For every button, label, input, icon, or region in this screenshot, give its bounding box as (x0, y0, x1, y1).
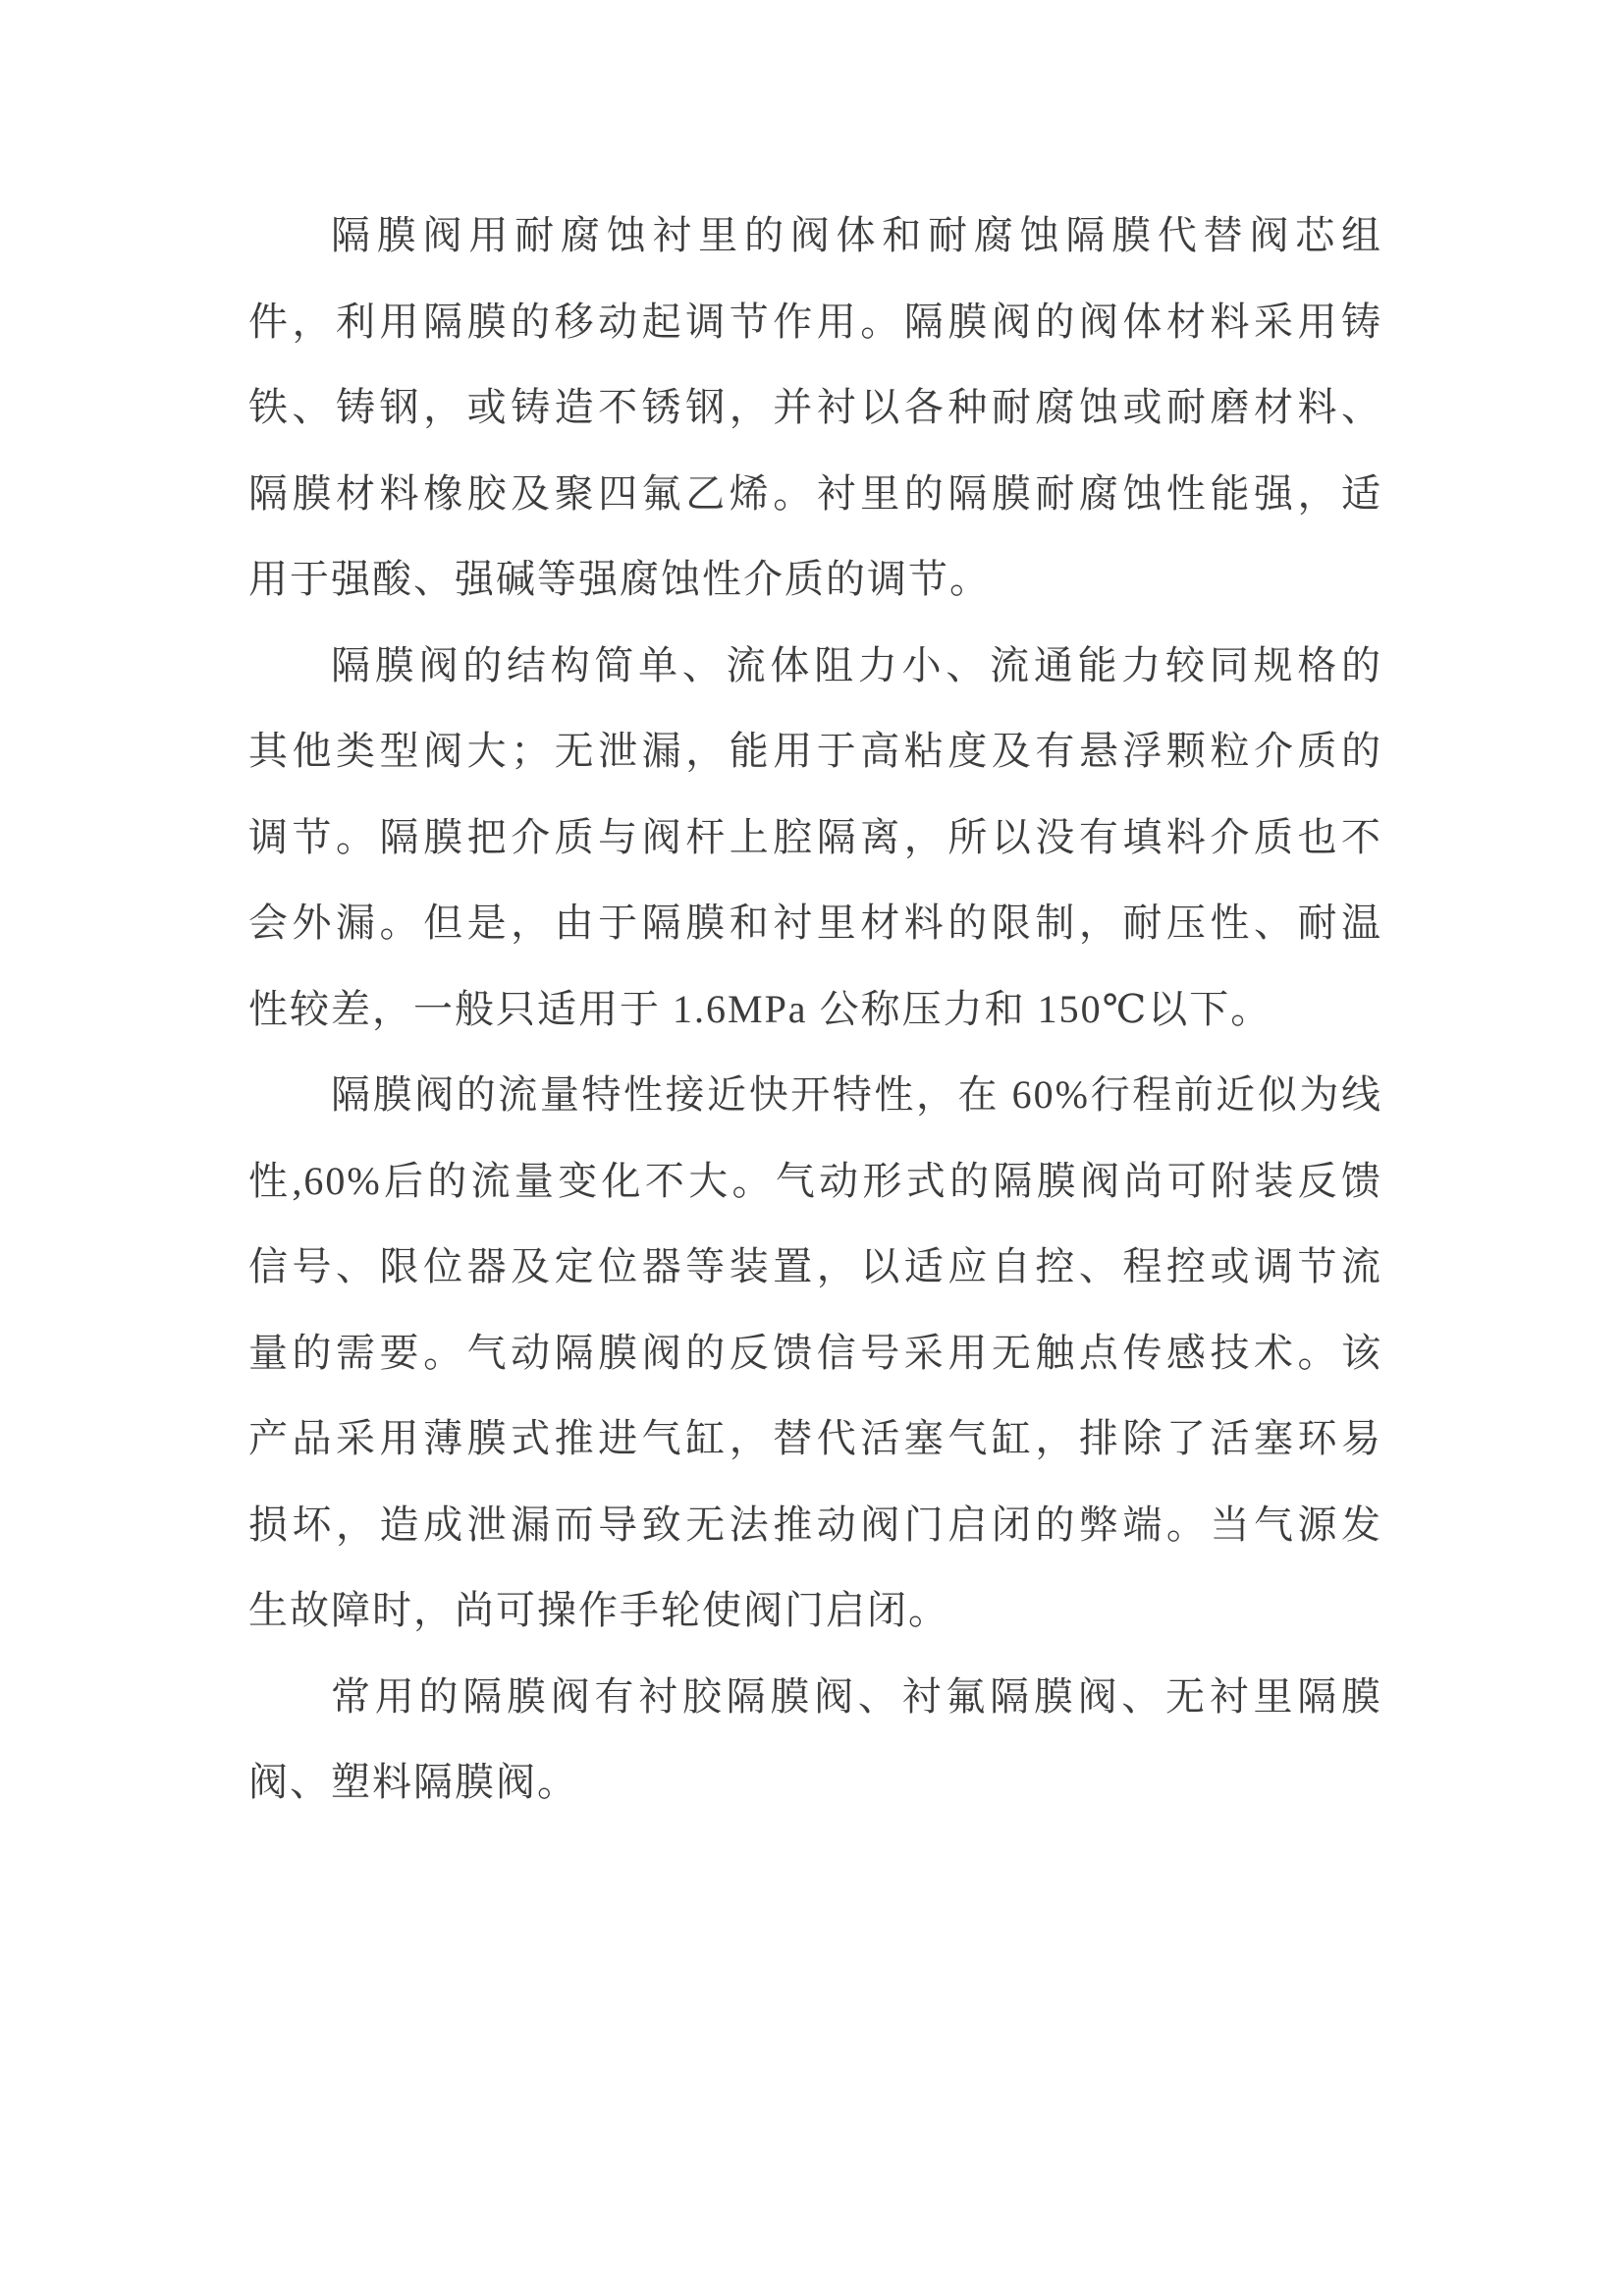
document-body (248, 192, 1382, 1826)
text-line: 损坏，造成泄漏而导致无法推动阀门启闭的弊端。当气源发 (248, 1502, 1382, 1547)
text-line: 信号、限位器及定位器等装置，以适应自控、程控或调节流 (248, 1244, 1382, 1288)
text-line: 隔膜阀的结构简单、流体阻力小、流通能力较同规格的 (331, 642, 1382, 687)
paragraph-2 (248, 623, 1382, 1053)
text-line: 隔膜阀的流量特性接近快开特性，在 60%行程前近似为线 (331, 1072, 1382, 1117)
text-line: 产品采用薄膜式推进气缸，替代活塞气缸，排除了活塞环易 (248, 1416, 1382, 1460)
text-line: 性,60%后的流量变化不大。气动形式的隔膜阀尚可附装反馈 (248, 1158, 1382, 1203)
paragraph-4 (248, 1654, 1382, 1826)
text-line: 常用的隔膜阀有衬胶隔膜阀、衬氟隔膜阀、无衬里隔膜 (331, 1673, 1382, 1719)
text-line: 会外漏。但是，由于隔膜和衬里材料的限制，耐压性、耐温 (248, 901, 1382, 945)
paragraph-1 (248, 192, 1382, 623)
text-line: 生故障时，尚可操作手轮使阀门启闭。 (248, 1588, 949, 1632)
text-line: 用于强酸、强碱等强腐蚀性介质的调节。 (248, 557, 991, 601)
text-line: 调节。隔膜把介质与阀杆上腔隔离，所以没有填料介质也不 (248, 814, 1382, 859)
text-line: 量的需要。气动隔膜阀的反馈信号采用无触点传感技术。该 (248, 1330, 1382, 1375)
paragraph-3 (248, 1052, 1382, 1654)
text-line: 件，利用隔膜的移动起调节作用。隔膜阀的阀体材料采用铸 (248, 299, 1382, 344)
text-line: 隔膜阀用耐腐蚀衬里的阀体和耐腐蚀隔膜代替阀芯组 (331, 213, 1382, 257)
text-line: 性较差，一般只适用于 1.6MPa 公称压力和 150℃以下。 (248, 986, 1272, 1031)
text-line: 其他类型阀大；无泄漏，能用于高粘度及有悬浮颗粒介质的 (248, 729, 1382, 773)
text-line: 铁、铸钢，或铸造不锈钢，并衬以各种耐腐蚀或耐磨材料、 (248, 385, 1382, 429)
text-line: 阀、塑料隔膜阀。 (248, 1760, 578, 1804)
text-line: 隔膜材料橡胶及聚四氟乙烯。衬里的隔膜耐腐蚀性能强，适 (248, 470, 1382, 516)
